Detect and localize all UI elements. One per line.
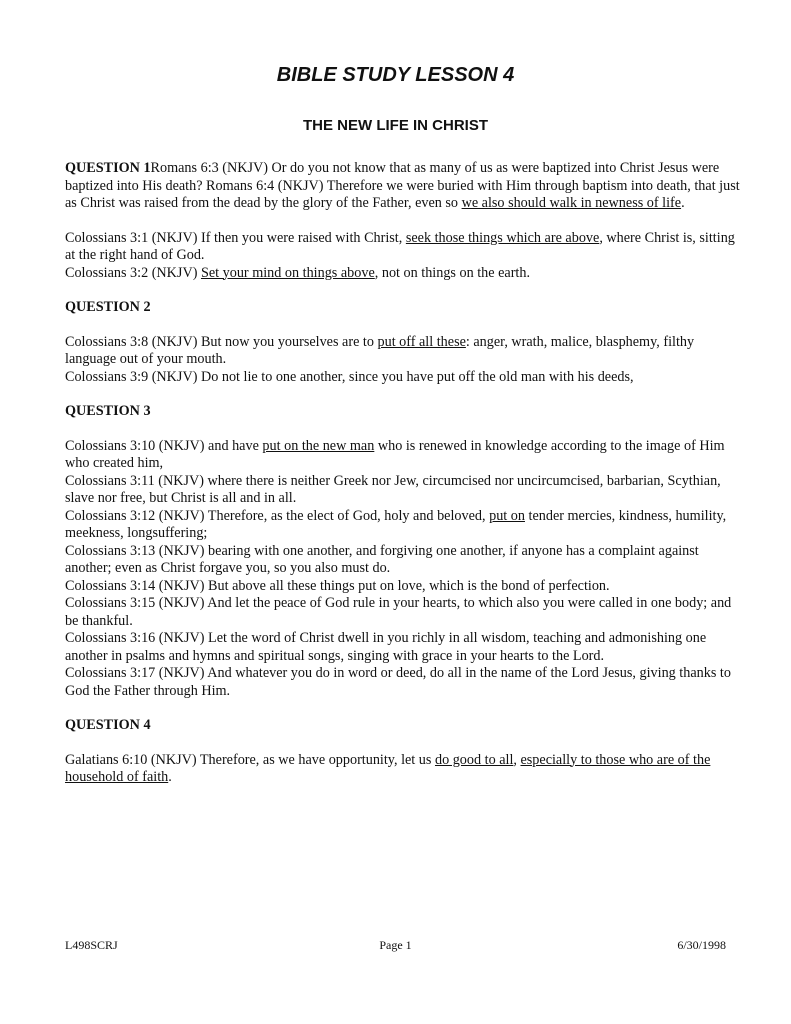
- q3-paragraph-8: Colossians 3:17 (NKJV) And whatever you do in word or deed, do all in the name of the Lord Jesus, giving thanks to God the Father through Him.: [65, 665, 731, 699]
- question-2-heading: QUESTION 2: [65, 299, 151, 315]
- q3-p3-text-a: Colossians 3:12 (NKJV) Therefore, as the elect of God, holy and beloved,: [65, 507, 490, 524]
- q4-p1-text-end: .: [168, 769, 172, 785]
- footer-date: 6/30/1998: [677, 938, 726, 952]
- q2-paragraph-2: Colossians 3:9 (NKJV) Do not lie to one another, since you have put off the old man with his deeds,: [65, 368, 634, 385]
- q2-p1-underlined: put off all these: [377, 333, 466, 350]
- q4-p1-text-a: Galatians 6:10 (NKJV) Therefore, as we have opportunity, let us: [65, 751, 435, 768]
- q4-paragraph-1: [65, 752, 745, 787]
- q1-paragraph-3: [65, 265, 745, 283]
- q3-paragraph-4: Colossians 3:13 (NKJV) bearing with one another, and forgiving one another, if anyone has a complaint against another; even as Christ forgave you, so you also must do.: [65, 542, 699, 576]
- footer-doc-code: L498SCRJ: [65, 938, 118, 952]
- q3-p1-text-b: who is renewed in knowledge according to the image of Him who created him,: [65, 437, 725, 471]
- q3-paragraph-1: [65, 438, 745, 473]
- q3-p3-text-b: tender mercies, kindness, humility, meekness, longsuffering;: [65, 507, 727, 541]
- page-title: BIBLE STUDY LESSON 4: [276, 64, 515, 86]
- q1-p3-underlined: Set your mind on things above: [200, 264, 375, 281]
- page-subtitle: THE NEW LIFE IN CHRIST: [303, 117, 488, 134]
- question-3-heading: QUESTION 3: [65, 403, 151, 419]
- footer-page-number: Page 1: [379, 938, 412, 952]
- q1-paragraph-1: [65, 160, 745, 213]
- q1-text-end: .: [681, 195, 685, 211]
- q1-p3-text-b: , not on things on the earth.: [374, 264, 531, 281]
- q3-paragraph-7: Colossians 3:16 (NKJV) Let the word of Christ dwell in you richly in all wisdom, teaching and admonishing one another in psalms and hymns and spiritual songs, singing with grace in your hearts to the Lord.: [65, 630, 707, 664]
- q4-p1-underlined-1: do good to all: [434, 751, 514, 768]
- q3-paragraph-6: Colossians 3:15 (NKJV) And let the peace of God rule in your hearts, to which also you were called in one body; and be thankful.: [65, 595, 732, 629]
- q2-paragraph-1: [65, 334, 745, 369]
- q1-p2-text-a: Colossians 3:1 (NKJV) If then you were raised with Christ,: [65, 229, 406, 246]
- q3-p1-underlined: put on the new man: [262, 437, 375, 454]
- q4-p1-underlined-2: especially to those who are of the household of faith: [65, 751, 711, 785]
- q2-p1-text-a: Colossians 3:8 (NKJV) But now you yourselves are to: [65, 333, 378, 350]
- lesson-body: [65, 160, 745, 787]
- q3-paragraph-2: Colossians 3:11 (NKJV) where there is neither Greek nor Jew, circumcised nor uncircumcised, barbarian, Scythian, slave nor free, but Christ is all and in all.: [65, 472, 721, 506]
- q1-p2-underlined: seek those things which are above: [405, 229, 600, 246]
- question-1-heading: QUESTION 1: [65, 160, 151, 176]
- q3-p3-underlined: put on: [489, 507, 525, 524]
- q1-text-a: Romans 6:3 (NKJV) Or do you not know that as many of us as were baptized into Christ Jesus were baptized into His death? Romans 6:4 (NKJV) Therefore we were buried with Him through baptism into death, that just as Christ was raised from the dead by the glory of the Father, even so: [65, 160, 740, 211]
- q3-p1-text-a: Colossians 3:10 (NKJV) and have: [65, 437, 263, 454]
- q1-p2-text-b: , where Christ is, sitting at the right hand of God.: [65, 229, 735, 263]
- q3-paragraph-5: Colossians 3:14 (NKJV) But above all these things put on love, which is the bond of perfection.: [65, 577, 610, 594]
- q4-p1-text-b: ,: [513, 751, 521, 768]
- q1-p3-text-a: Colossians 3:2 (NKJV): [65, 264, 201, 281]
- q3-paragraph-3: [65, 508, 745, 543]
- q1-underlined-phrase: we also should walk in newness of life: [461, 195, 682, 211]
- question-4-heading: QUESTION 4: [65, 717, 151, 733]
- q1-paragraph-2: [65, 230, 745, 265]
- q2-p1-text-b: : anger, wrath, malice, blasphemy, filthy language out of your mouth.: [65, 333, 695, 367]
